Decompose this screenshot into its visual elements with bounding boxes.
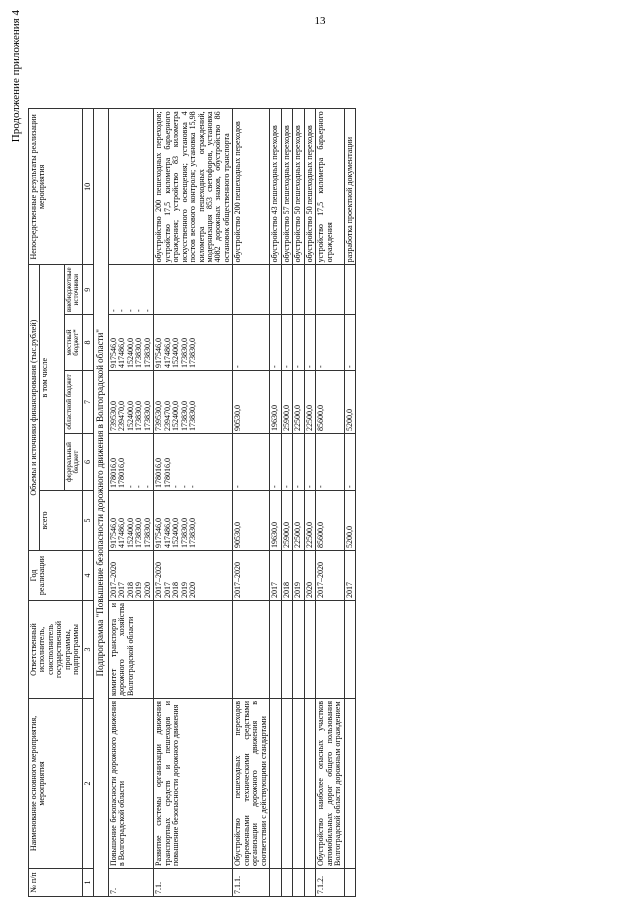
row-num <box>281 869 292 897</box>
row-regional: 739530,0 239470,0 152400,0 173830,0 173830,0 <box>108 371 153 434</box>
row-total: 25900,0 <box>281 491 292 551</box>
table-row <box>281 109 292 897</box>
row-regional: 22500,0 <box>293 371 304 434</box>
row-extrabudget <box>233 265 270 315</box>
row-local: 917546,0 417486,0 152400,0 173830,0 173830,0 <box>108 315 153 371</box>
row-federal: - <box>270 434 281 491</box>
row-executor <box>233 601 270 699</box>
row-num: 7.1. <box>154 869 233 897</box>
row-result: разработка проектной документации <box>344 109 355 265</box>
header-funding: Объемы и источники финансирования (тыс.рублей) <box>29 265 40 551</box>
row-years: 2017–2020 <box>233 551 270 601</box>
row-federal: - <box>233 434 270 491</box>
row-years: 2020 <box>304 551 315 601</box>
row-result <box>108 109 153 265</box>
row-years: 2019 <box>293 551 304 601</box>
row-executor <box>281 601 292 699</box>
row-num: 7. <box>108 869 153 897</box>
row-executor <box>270 601 281 699</box>
row-result: обустройство 43 пешеходных переходов <box>270 109 281 265</box>
row-regional: 22500,0 <box>304 371 315 434</box>
row-name: Развитие системы организации движения транспортных средств и пешеходов и повышение безопасности дорожного движения <box>154 699 233 869</box>
row-executor <box>316 601 344 699</box>
row-result: обустройство 200 пешеходных переходов; устройство 17,5 километра барьерного ограждения; устройство 83 километра искусственного освещения; установка 4 постов весового контроля; установка 15,98 километра пешеходных ограждений, модернизация 853 светофоров, установка 4082 дорожных знаков, обустройство 86 остановок общественного транспорта <box>154 109 233 265</box>
section-row <box>94 109 109 897</box>
row-extrabudget <box>154 265 233 315</box>
table-body <box>108 109 355 897</box>
row-years: 2017–2020 2017 2018 2019 2020 <box>154 551 233 601</box>
row-result: обустройство 200 пешеходных переходов <box>233 109 270 265</box>
row-total: 22500,0 <box>304 491 315 551</box>
row-years: 2017–2020 <box>316 551 344 601</box>
row-num: 7.1.2. <box>316 869 344 897</box>
row-local: - <box>281 315 292 371</box>
row-federal: 178016,0 178016,0 - - - <box>154 434 233 491</box>
row-local: 917546,0 417486,0 152400,0 173830,0 173830,0 <box>154 315 233 371</box>
row-extrabudget <box>304 265 315 315</box>
row-name <box>344 699 355 869</box>
col-number: 10 <box>82 109 93 265</box>
row-local: - <box>293 315 304 371</box>
row-extrabudget: - - - - - <box>108 265 153 315</box>
col-number: 1 <box>82 869 93 897</box>
table-row <box>293 109 304 897</box>
row-name: Обустройство пешеходных переходов современными техническими средствами организации дорожного движения в соответствии с действующими стандартами <box>233 699 270 869</box>
row-local: - <box>304 315 315 371</box>
header-extrabudget: внебюджетные источники <box>65 265 83 315</box>
col-number: 6 <box>82 434 93 491</box>
col-number: 7 <box>82 371 93 434</box>
row-federal: - <box>344 434 355 491</box>
col-number: 4 <box>82 551 93 601</box>
row-result: обустройство 50 пешеходных переходов <box>304 109 315 265</box>
table-row <box>154 109 233 897</box>
header-total: всего <box>40 491 82 551</box>
header-federal: федеральный бюджет <box>65 434 83 491</box>
row-federal: - <box>293 434 304 491</box>
table-row <box>316 109 344 897</box>
col-number: 3 <box>82 601 93 699</box>
row-name <box>270 699 281 869</box>
row-extrabudget <box>281 265 292 315</box>
row-years: 2017 <box>344 551 355 601</box>
row-years: 2018 <box>281 551 292 601</box>
row-regional: 19630,0 <box>270 371 281 434</box>
header-including: в том числе <box>40 265 65 491</box>
header-num: № п/п <box>29 869 83 897</box>
row-name <box>293 699 304 869</box>
col-number: 5 <box>82 491 93 551</box>
row-local: - <box>316 315 344 371</box>
row-federal: - <box>304 434 315 491</box>
table-row <box>108 109 153 897</box>
header-row-1 <box>29 109 40 897</box>
row-name <box>281 699 292 869</box>
header-years: Год реализации <box>29 551 83 601</box>
row-executor <box>304 601 315 699</box>
row-num <box>304 869 315 897</box>
row-local: - <box>233 315 270 371</box>
row-executor: комитет транспорта и дорожного хозяйства Волгоградской области <box>108 601 153 699</box>
row-num: 7.1.1. <box>233 869 270 897</box>
row-total: 917546,0 417486,0 152400,0 173830,0 173830,0 <box>154 491 233 551</box>
table-row <box>270 109 281 897</box>
header-result: Непосредственные результаты реализации мероприятия <box>29 109 83 265</box>
table-row <box>304 109 315 897</box>
row-total: 90530,0 <box>233 491 270 551</box>
row-federal: - <box>281 434 292 491</box>
row-local: - <box>344 315 355 371</box>
header-name: Наименование основного мероприятия, мероприятия <box>29 699 83 869</box>
row-result: обустройство 50 пешеходных переходов <box>293 109 304 265</box>
row-result: обустройство 57 пешеходных переходов <box>281 109 292 265</box>
row-extrabudget <box>293 265 304 315</box>
program-table <box>28 108 356 897</box>
row-extrabudget <box>316 265 344 315</box>
row-years: 2017 <box>270 551 281 601</box>
row-regional: 5200,0 <box>344 371 355 434</box>
row-regional: 90530,0 <box>233 371 270 434</box>
row-name <box>304 699 315 869</box>
row-total: 917546,0 417486,0 152400,0 173830,0 173830,0 <box>108 491 153 551</box>
col-number: 2 <box>82 699 93 869</box>
row-local: - <box>270 315 281 371</box>
row-regional: 739530,0 239470,0 152400,0 173830,0 173830,0 <box>154 371 233 434</box>
row-federal: 178016,0 178016,0 - - - <box>108 434 153 491</box>
row-total: 5200,0 <box>344 491 355 551</box>
row-total: 22500,0 <box>293 491 304 551</box>
row-executor <box>293 601 304 699</box>
row-num <box>270 869 281 897</box>
section-title: Подпрограмма "Повышение безопасности дорожного движения в Волгоградской области" <box>94 109 109 897</box>
table-row <box>344 109 355 897</box>
row-num <box>344 869 355 897</box>
row-extrabudget <box>270 265 281 315</box>
header-executor: Ответственный исполнитель, соисполнитель государственной программы, подпрограммы <box>29 601 83 699</box>
col-number: 9 <box>82 265 93 315</box>
row-regional: 25900,0 <box>281 371 292 434</box>
col-number: 8 <box>82 315 93 371</box>
row-regional: 85600,0 <box>316 371 344 434</box>
row-extrabudget <box>344 265 355 315</box>
row-result: устройство 17,5 километра барьерного ограждения <box>316 109 344 265</box>
row-total: 19630,0 <box>270 491 281 551</box>
row-executor <box>154 601 233 699</box>
page-number: 13 <box>314 15 326 27</box>
header-regional: областной бюджет <box>65 371 83 434</box>
header-local: местный бюджет* <box>65 315 83 371</box>
row-years: 2017–2020 2017 2018 2019 2020 <box>108 551 153 601</box>
row-num <box>293 869 304 897</box>
appendix-label: Продолжение приложения 4 <box>10 10 22 143</box>
row-name: Обустройство наиболее опасных участков автомобильных дорог общего пользования Волгоградской области дорожным ограждением <box>316 699 344 869</box>
row-name: Повышение безопасности дорожного движения в Волгоградской области <box>108 699 153 869</box>
table-row <box>233 109 270 897</box>
row-total: 85600,0 <box>316 491 344 551</box>
row-federal: - <box>316 434 344 491</box>
header-number-row <box>82 109 93 897</box>
row-executor <box>344 601 355 699</box>
